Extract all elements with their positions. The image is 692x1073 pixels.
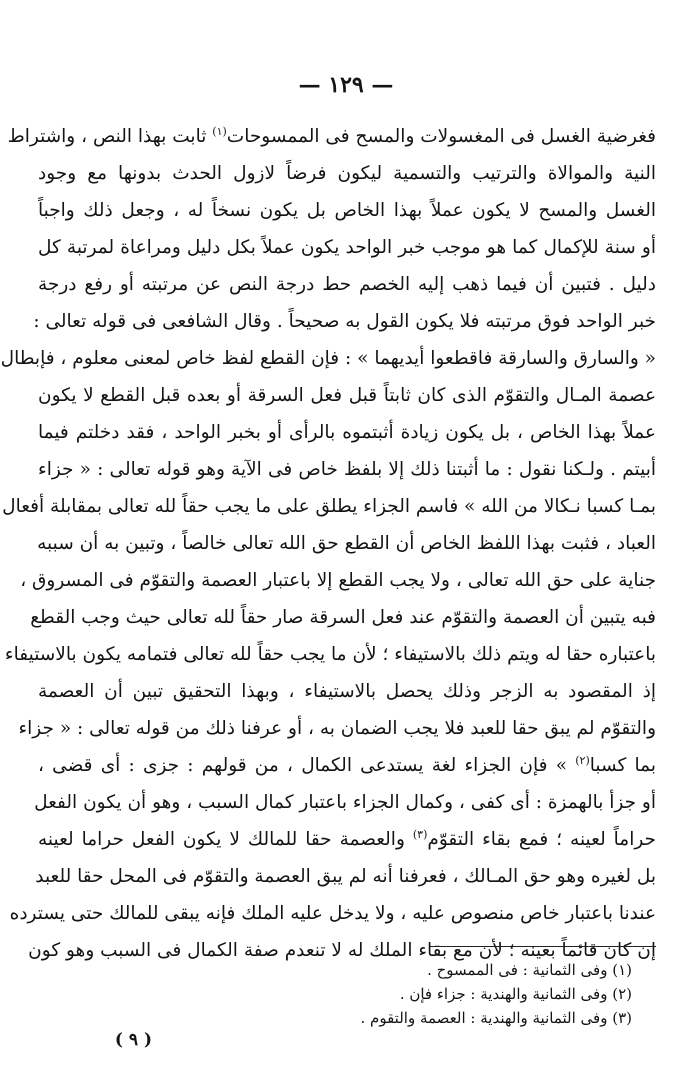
text-line: والتقوّم لم يبق حقا للعبد فلا يجب الضمان به ، أو عرفنا ذلك من قوله تعالى : « جزاء [18, 718, 656, 739]
footnote-marker: (٣) [412, 827, 428, 841]
page-number: — ١٢٩ — [298, 72, 394, 98]
text-line: « والسارق والسارقة فاقطعوا أيديهما » : فإن القطع لفظ خاص لمعنى معلوم ، فإبطال [0, 348, 656, 369]
text-line: جناية على حق الله تعالى ، ولا يجب القطع إلا باعتبار العصمة والتقوّم فى المسروق ، [20, 570, 656, 591]
text-line: أبيتم . ولـكنا نقول : ما أثبتنا ذلك إلا بلفظ خاص فى الآية وهو قوله تعالى : « جزاء [38, 459, 656, 480]
footnote-divider [430, 946, 656, 947]
text-line: بل لغيره وهو حق المـالك ، فعرفنا أنه لم يبق العصمة والتقوّم فى المحل حقا للعبد [35, 866, 656, 887]
footnote-marker: (٢) [575, 753, 590, 767]
footnote: (٣) وفى الثمانية والهندية : العصمة والتقوم . [360, 1009, 632, 1027]
text-line: حراماً لعينه ؛ فمع بقاء التقوّم$^{(٣)}$ والعصمة حقا للمالك لا يكون الفعل حراما لعينه [38, 827, 656, 850]
footnotes [212, 958, 632, 1030]
text-line: بما كسبا$^{(٢)}$ » فإن الجزاء لغة يستدعى الكمال ، من قولهم : جزى : أى قضى ، [38, 753, 656, 776]
text-line: بمـا كسبا نـكالا من الله » فاسم الجزاء يطلق على ما يجب حقاً لله تعالى بمقابلة أفعال [2, 496, 656, 517]
text-line: إذ المقصود به الزجر وذلك يحصل بالاستيفاء ، وبهذا التحقيق تبين أن العصمة [38, 681, 656, 702]
text-line: عندنا باعتبار خاص منصوص عليه ، ولا يدخل عليه الملك فإنه يبقى للمالك حتى يسترده [9, 903, 656, 924]
text-line: خبر الواحد فوق مرتبته فلا يكون القول به صحيحاً . وقال الشافعى فى قوله تعالى : [33, 311, 656, 332]
footnote: (١) وفى الثمانية : فى الممسوح . [427, 961, 632, 979]
text-line: الغسل والمسح لا يكون عملاً بهذا الخاص بل يكون نسخاً له ، وجعل ذلك واجباً [38, 200, 656, 221]
signature-mark: ( ٩ ) [114, 1030, 152, 1050]
text-line: فبه يتبين أن العصمة والتقوّم عند فعل السرقة صار حقاً لله تعالى حيث وجب القطع [30, 607, 656, 628]
text-line: النية والموالاة والترتيب والتسمية ليكون فرضاً لازول الحدث بدونها مع وجود [38, 163, 656, 184]
text-line: عصمة المـال والتقوّم الذى كان ثابتاً قبل فعل السرقة أو بعده قبل القطع لا يكون [38, 385, 656, 406]
text-line: عملاً بهذا الخاص ، بل يكون زيادة أثبتموه بالرأى أو بخبر الواحد ، فقد دخلتم فيما [38, 422, 656, 443]
body-text [0, 118, 656, 969]
text-line: أو جزأ بالهمزة : أى كفى ، وكمال الجزاء باعتبار كمال السبب ، وهو أن يكون الفعل [34, 792, 656, 813]
footnote-marker: (١) [212, 124, 227, 138]
text-line: باعتباره حقا له ويتم ذلك بالاستيفاء ؛ لأن ما يجب حقاً لله تعالى فتمامه يكون بالاستيفاء [4, 644, 656, 665]
text-line: إن كان قائماً بعينه ؛ لأن مع بقاء الملك له لا تنعدم صفة الكمال فى السبب وهو كون [28, 940, 656, 961]
text-line: أو سنة للإكمال كما هو موجب خبر الواحد يكون عملاً بكل دليل ومراعاة لمرتبة كل [38, 237, 656, 258]
text-line: دليل . فتبين أن فيما ذهب إليه الخصم حط درجة النص عن مرتبته أو رفع درجة [38, 274, 656, 295]
footnote: (٢) وفى الثمانية والهندية : جزاء فإن . [399, 985, 632, 1003]
text-line: العباد ، فثبت بهذا اللفظ الخاص أن القطع حق الله تعالى خالصاً ، وتبين به أن سببه [37, 533, 656, 554]
text-line: فغرضية الغسل فى المغسولات والمسح فى الممسوحات$^{(١)}$ ثابت بهذا النص ، واشتراط [7, 124, 656, 147]
